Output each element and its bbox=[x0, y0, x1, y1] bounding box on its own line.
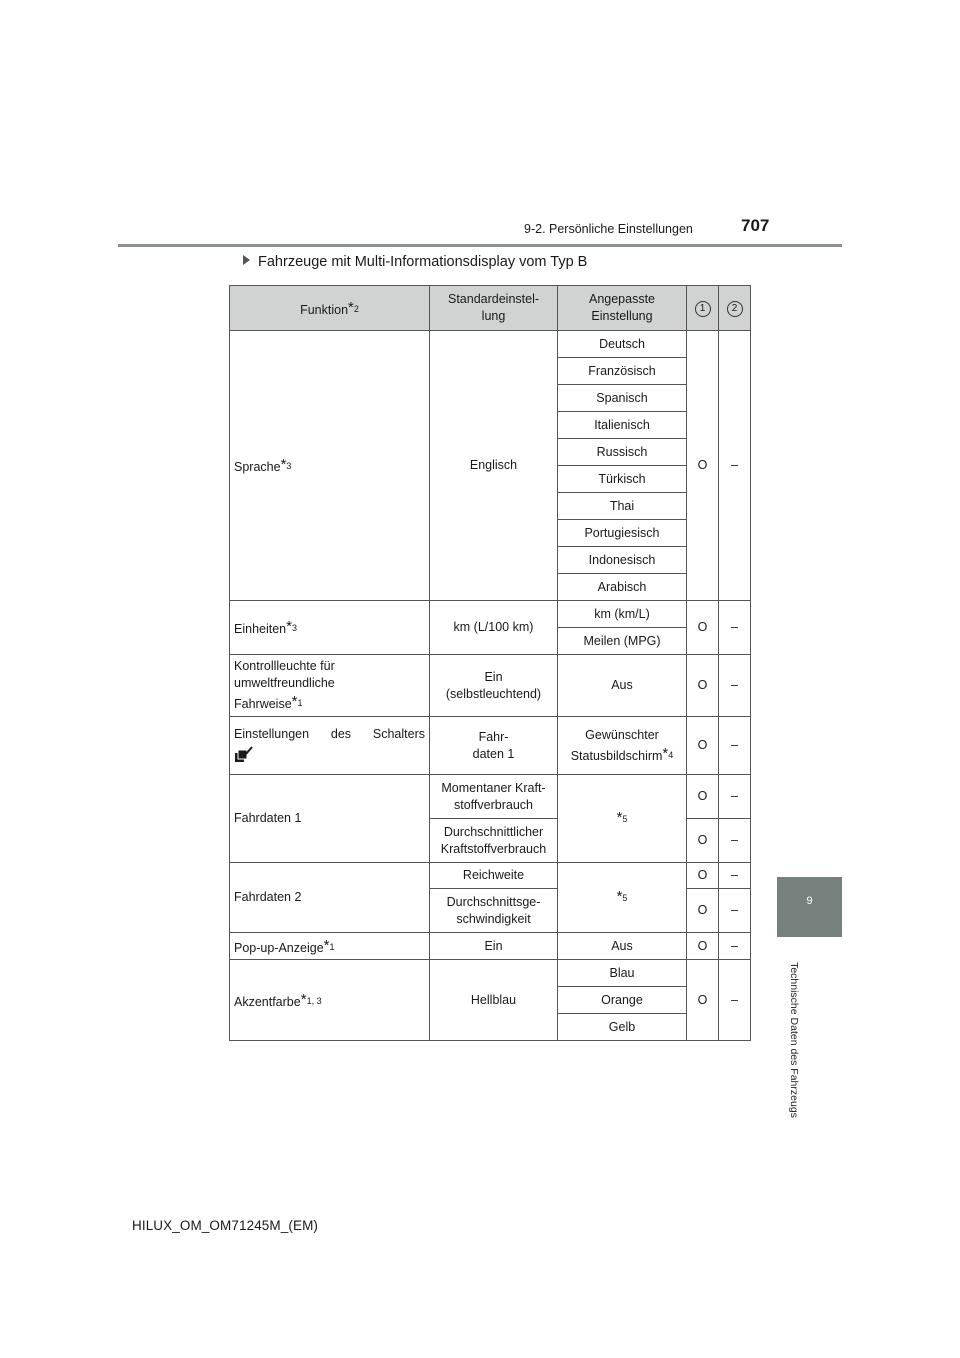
kontroll-default: Ein (selbstleuchtend) bbox=[430, 655, 558, 717]
einheiten-option: km (km/L) bbox=[558, 601, 687, 628]
schalter-default: Fahr- daten 1 bbox=[430, 717, 558, 775]
fahrdaten1-custom: *5 bbox=[558, 775, 687, 863]
header-angepasst: Angepasste Einstellung bbox=[558, 286, 687, 331]
schalter-col1: O bbox=[687, 717, 719, 775]
akzent-col2: – bbox=[719, 960, 751, 1041]
sprache-label: Sprache$^{*3}$ bbox=[230, 331, 430, 601]
fahrdaten1-col1: O bbox=[687, 819, 719, 863]
fahrdaten2-option: Reichweite bbox=[430, 863, 558, 889]
kontroll-custom: Aus bbox=[558, 655, 687, 717]
kontroll-label: Kontrollleuchte für umweltfreundliche Fahrweise$^{*1}$ bbox=[230, 655, 430, 717]
akzent-col1: O bbox=[687, 960, 719, 1041]
popup-col2: – bbox=[719, 933, 751, 960]
table-row bbox=[230, 933, 751, 960]
einheiten-option: Meilen (MPG) bbox=[558, 628, 687, 655]
fahrdaten2-label: Fahrdaten 2 bbox=[230, 863, 430, 933]
display-switch-icon bbox=[234, 745, 254, 765]
kontroll-col1: O bbox=[687, 655, 719, 717]
akzent-label: Akzentfarbe$^{*1, 3}$ bbox=[230, 960, 430, 1041]
header-funktion: Funktion$^{*2}$ bbox=[230, 286, 430, 331]
fahrdaten1-label: Fahrdaten 1 bbox=[230, 775, 430, 863]
sprache-option: Thai bbox=[558, 493, 687, 520]
triangle-bullet-icon bbox=[243, 255, 250, 265]
akzent-option: Gelb bbox=[558, 1014, 687, 1041]
schalter-label: Einstellungen des Schalters bbox=[230, 717, 430, 775]
popup-default: Ein bbox=[430, 933, 558, 960]
schalter-custom: Gewünschter Statusbildschirm$^{*4}$ bbox=[558, 717, 687, 775]
fahrdaten2-col2: – bbox=[719, 863, 751, 889]
schalter-col2: – bbox=[719, 717, 751, 775]
akzent-option: Orange bbox=[558, 987, 687, 1014]
popup-custom: Aus bbox=[558, 933, 687, 960]
table-row bbox=[230, 863, 751, 889]
sprache-default: Englisch bbox=[430, 331, 558, 601]
header-rule bbox=[118, 244, 842, 247]
akzent-default: Hellblau bbox=[430, 960, 558, 1041]
sprache-option: Indonesisch bbox=[558, 547, 687, 574]
fahrdaten2-custom: *5 bbox=[558, 863, 687, 933]
table-row bbox=[230, 960, 751, 987]
section-title: 9-2. Persönliche Einstellungen bbox=[524, 222, 693, 236]
header-col-1 bbox=[687, 286, 719, 331]
header-standard: Standardeinstel- lung bbox=[430, 286, 558, 331]
table-row bbox=[230, 331, 751, 358]
fahrdaten2-col2: – bbox=[719, 889, 751, 933]
sprache-option: Französisch bbox=[558, 358, 687, 385]
fahrdaten2-option: Durchschnittsge- schwindigkeit bbox=[430, 889, 558, 933]
table-subtitle bbox=[243, 254, 587, 270]
table-row bbox=[230, 601, 751, 628]
kontroll-col2: – bbox=[719, 655, 751, 717]
table-header-row bbox=[230, 286, 751, 331]
popup-label: Pop-up-Anzeige$^{*1}$ bbox=[230, 933, 430, 960]
document-code: HILUX_OM_OM71245M_(EM) bbox=[132, 1218, 319, 1233]
sprache-option: Arabisch bbox=[558, 574, 687, 601]
fahrdaten1-option: Momentaner Kraft- stoffverbrauch bbox=[430, 775, 558, 819]
fahrdaten1-option: Durchschnittlicher Kraftstoffverbrauch bbox=[430, 819, 558, 863]
table-row bbox=[230, 775, 751, 819]
table-row bbox=[230, 655, 751, 717]
einheiten-default: km (L/100 km) bbox=[430, 601, 558, 655]
einheiten-col1: O bbox=[687, 601, 719, 655]
subtitle-text: Fahrzeuge mit Multi-Informationsdisplay vom Typ B bbox=[258, 254, 588, 270]
popup-col1: O bbox=[687, 933, 719, 960]
fahrdaten2-col1: O bbox=[687, 863, 719, 889]
fahrdaten1-col1: O bbox=[687, 775, 719, 819]
sprache-option: Portugiesisch bbox=[558, 520, 687, 547]
sprache-option: Spanisch bbox=[558, 385, 687, 412]
chapter-title-vertical: Technische Daten des Fahrzeugs bbox=[788, 962, 800, 1118]
circled-two-icon: 2 bbox=[727, 301, 743, 317]
sprache-option: Russisch bbox=[558, 439, 687, 466]
sprache-col1: O bbox=[687, 331, 719, 601]
sprache-option: Türkisch bbox=[558, 466, 687, 493]
fahrdaten1-col2: – bbox=[719, 775, 751, 819]
table-row bbox=[230, 717, 751, 775]
fahrdaten2-col1: O bbox=[687, 889, 719, 933]
sprache-option: Deutsch bbox=[558, 331, 687, 358]
header-col-2 bbox=[719, 286, 751, 331]
circled-one-icon: 1 bbox=[695, 301, 711, 317]
chapter-tab: 9 bbox=[777, 877, 842, 937]
settings-table bbox=[229, 285, 751, 1041]
page-number: 707 bbox=[741, 216, 770, 235]
sprache-option: Italienisch bbox=[558, 412, 687, 439]
fahrdaten1-col2: – bbox=[719, 819, 751, 863]
einheiten-col2: – bbox=[719, 601, 751, 655]
akzent-option: Blau bbox=[558, 960, 687, 987]
einheiten-label: Einheiten$^{*3}$ bbox=[230, 601, 430, 655]
sprache-col2: – bbox=[719, 331, 751, 601]
